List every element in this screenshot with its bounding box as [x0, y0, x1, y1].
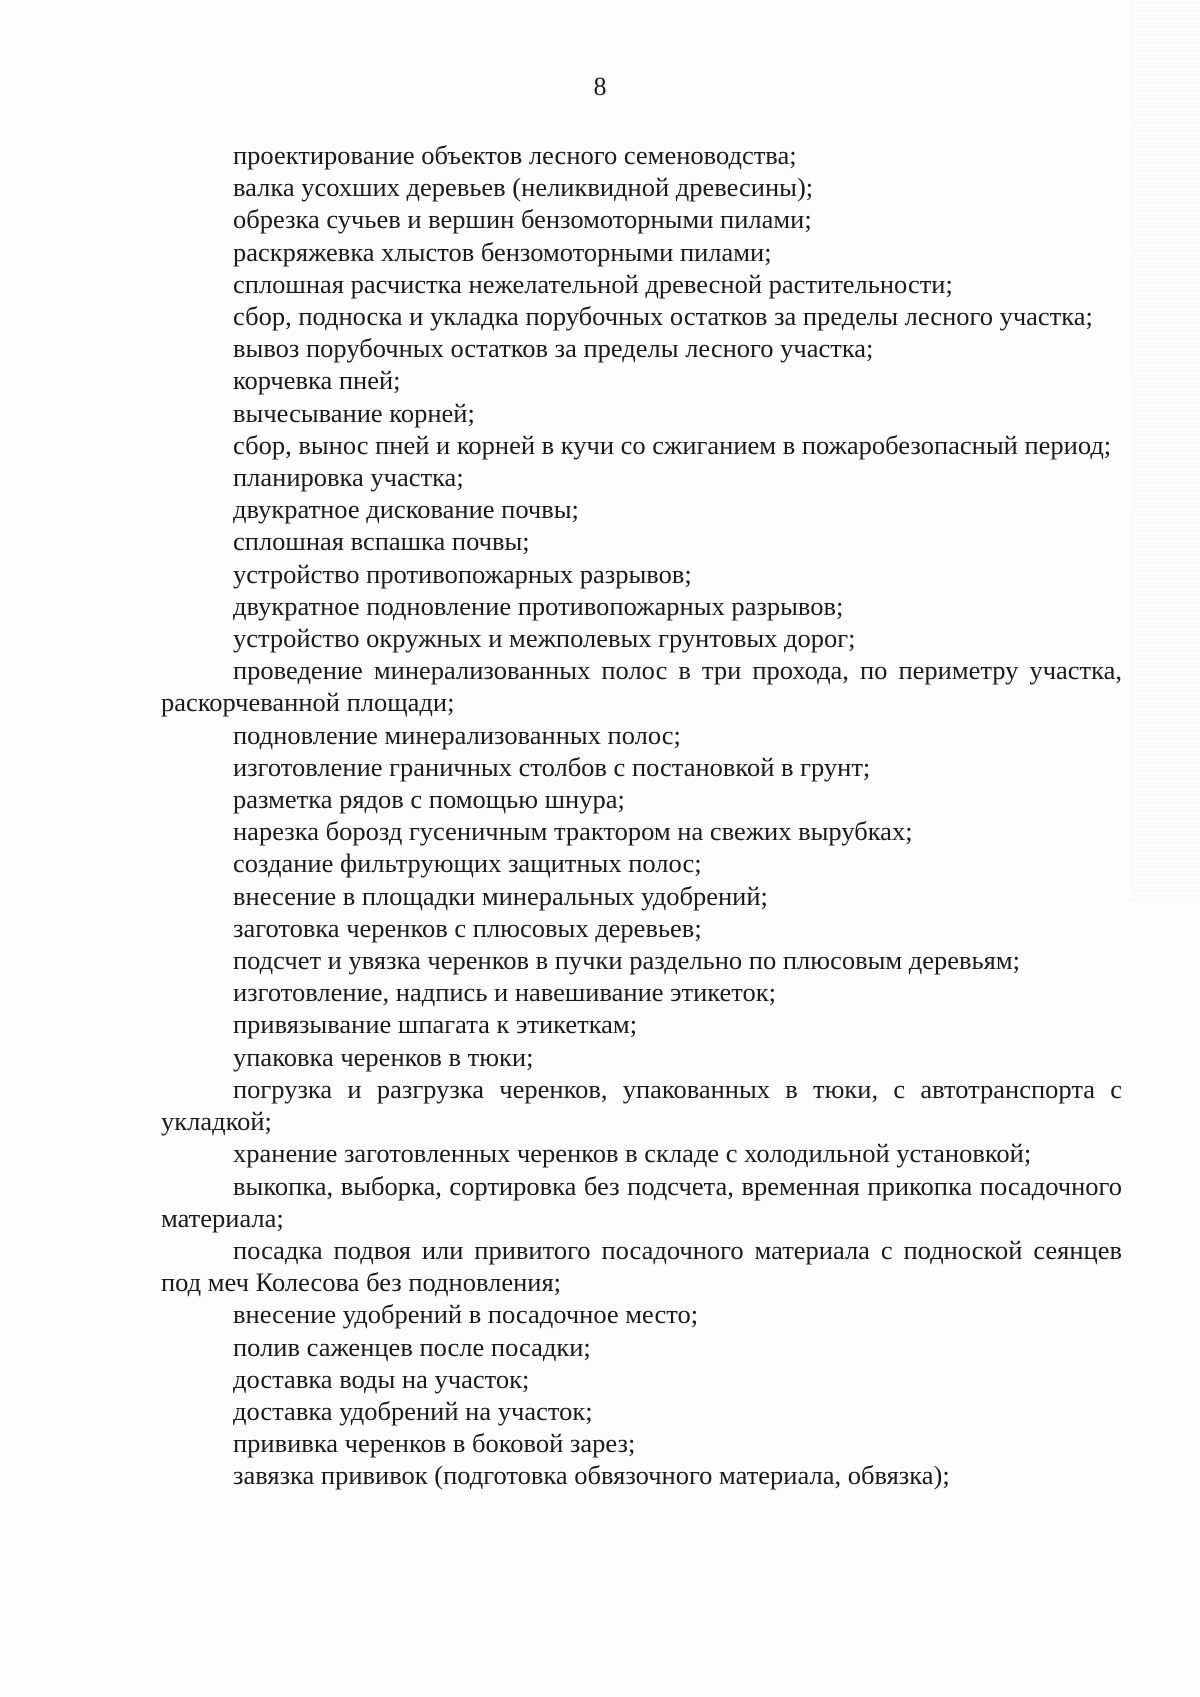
list-item: устройство противопожарных разрывов; [233, 558, 692, 589]
list-item: погрузка и разгрузка черенков, упакованных в тюки, с автотранспорта с укладкой; [161, 1073, 1122, 1137]
list-item: подновление минерализованных полос; [233, 719, 681, 750]
list-item: сбор, подноска и укладка порубочных остатков за пределы лесного участка; [233, 301, 1093, 332]
work-list [161, 139, 1122, 1492]
list-item: заготовка черенков с плюсовых деревьев; [233, 912, 702, 943]
list-item: завязка прививок (подготовка обвязочного материала, обвязка); [233, 1460, 950, 1491]
page-number: 8 [593, 72, 607, 101]
list-item: планировка участка; [233, 462, 464, 493]
list-item: привязывание шпагата к этикеткам; [233, 1009, 638, 1040]
list-item: двукратное дискование почвы; [233, 494, 579, 525]
list-item: проведение минерализованных полос в три прохода, по периметру участка, раскорчеванной площади; [161, 655, 1122, 718]
list-item: доставка воды на участок; [233, 1363, 530, 1394]
list-item: внесение удобрений в посадочное место; [233, 1299, 699, 1330]
list-item: вычесывание корней; [233, 397, 475, 428]
list-item: сплошная расчистка нежелательной древесной растительности; [233, 268, 953, 299]
list-item: полив саженцев после посадки; [233, 1331, 591, 1362]
list-item: посадка подвоя или привитого посадочного материала с подноской сеянцев под меч Колесова без подновления; [161, 1234, 1122, 1298]
list-item: изготовление, надпись и навешивание этикеток; [233, 977, 776, 1008]
list-item: корчевка пней; [233, 365, 401, 396]
list-item: нарезка борозд гусеничным трактором на свежих вырубках; [233, 816, 913, 847]
list-item: обрезка сучьев и вершин бензомоторными пилами; [233, 204, 812, 235]
list-item: раскряжевка хлыстов бензомоторными пилами; [233, 236, 772, 267]
list-item: проектирование объектов лесного семеноводства; [233, 140, 797, 170]
list-item: изготовление граничных столбов с постановкой в грунт; [233, 751, 871, 782]
list-item: доставка удобрений на участок; [233, 1395, 593, 1426]
list-item: внесение в площадки минеральных удобрений; [233, 880, 768, 911]
list-item: сбор, вынос пней и корней в кучи со сжиганием в пожаробезопасный период; [233, 429, 1112, 460]
list-item: разметка рядов с помощью шнура; [233, 784, 625, 815]
list-item: хранение заготовленных черенков в складе с холодильной установкой; [233, 1138, 1032, 1169]
list-item: валка усохших деревьев (неликвидной древесины); [233, 172, 814, 203]
list-item: двукратное подновление противопожарных разрывов; [233, 590, 844, 621]
list-item: создание фильтрующих защитных полос; [233, 848, 702, 879]
scan-edge-noise [1130, 0, 1200, 900]
list-item: упаковка черенков в тюки; [233, 1041, 534, 1072]
list-item: подсчет и увязка черенков в пучки раздельно по плюсовым деревьям; [233, 945, 1020, 976]
list-item: выкопка, выборка, сортировка без подсчета, временная прикопка посадочного материала; [161, 1170, 1122, 1233]
list-item: сплошная вспашка почвы; [233, 526, 530, 557]
list-item: вывоз порубочных остатков за пределы лесного участка; [233, 333, 874, 364]
list-item: устройство окружных и межполевых грунтовых дорог; [233, 623, 856, 654]
list-item: прививка черенков в боковой зарез; [233, 1428, 636, 1459]
